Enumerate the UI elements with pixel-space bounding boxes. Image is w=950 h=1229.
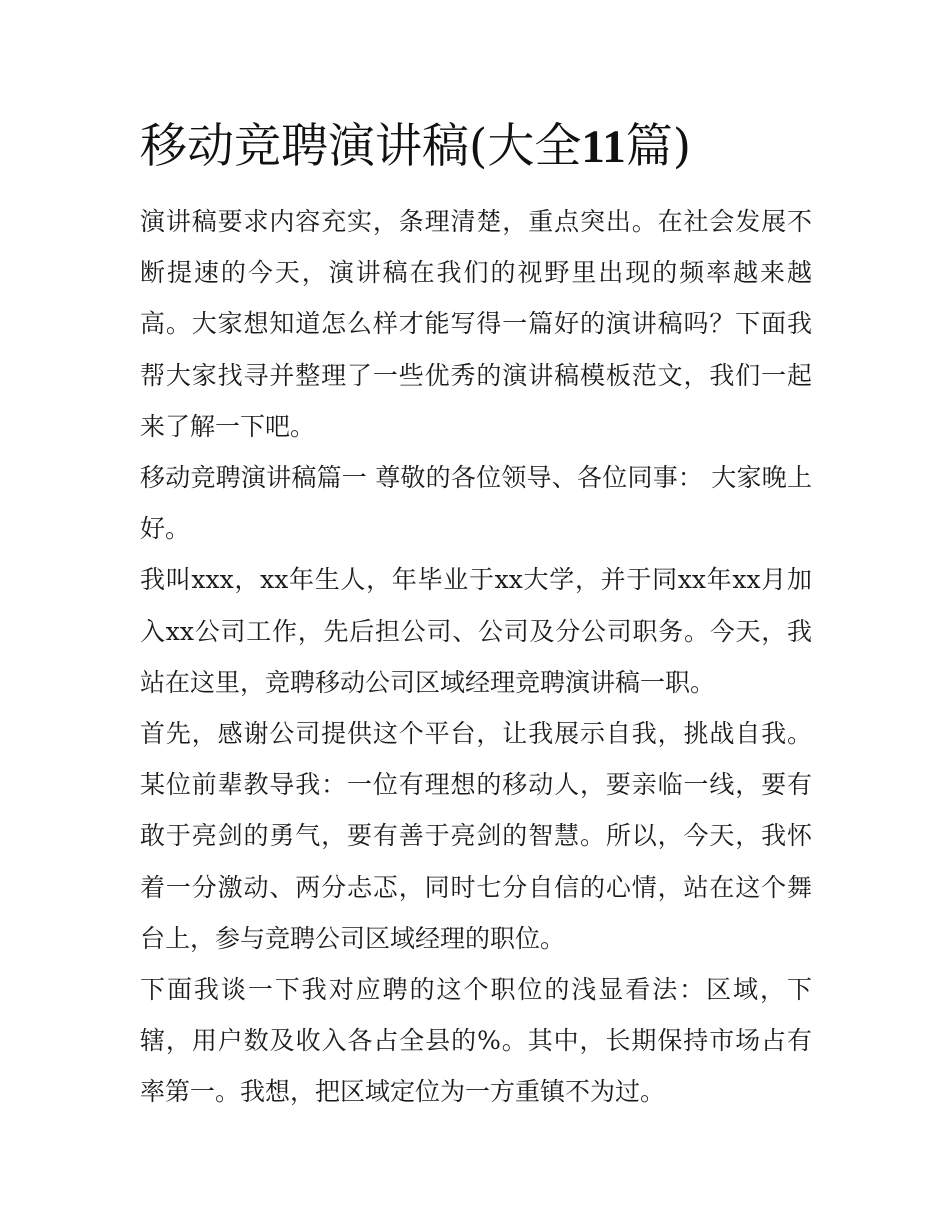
paragraph-self-introduction: 我叫xxx，xx年生人，年毕业于xx大学，并于同xx年xx月加入xx公司工作，先后担公司、公司及分公司职务。今天，我站在这里，竞聘移动公司区域经理竞聘演讲稿一职。: [140, 565, 812, 697]
title-main: 移动竞聘演讲稿(大全: [140, 119, 582, 174]
title-number: 11: [581, 121, 626, 173]
paragraph-thanks: 首先，感谢公司提供这个平台，让我展示自我，挑战自我。某位前辈教导我：一位有理想的移动人，要亲临一线，要有敢于亮剑的勇气，要有善于亮剑的智慧。所以，今天，我怀着一分激动、两分忐忑，同时七分自信的心情，站在这个舞台上，参与竞聘公司区域经理的职位。: [140, 719, 812, 953]
paragraph-position-view: 下面我谈一下我对应聘的这个职位的浅显看法：区域，下辖，用户数及收入各占全县的%。其中，长期保持市场占有率第一。我想，把区域定位为一方重镇不为过。: [140, 975, 812, 1107]
document-title: [140, 116, 691, 178]
paragraph-greeting: 移动竞聘演讲稿篇一 尊敬的各位领导、各位同事： 大家晚上好。: [140, 463, 812, 544]
title-end: 篇): [625, 119, 692, 174]
paragraph-intro: 演讲稿要求内容充实，条理清楚，重点突出。在社会发展不断提速的今天，演讲稿在我们的视野里出现的频率越来越高。大家想知道怎么样才能写得一篇好的演讲稿吗？下面我帮大家找寻并整理了一些优秀的演讲稿模板范文，我们一起来了解一下吧。: [140, 207, 812, 441]
document-body: [140, 196, 812, 1118]
